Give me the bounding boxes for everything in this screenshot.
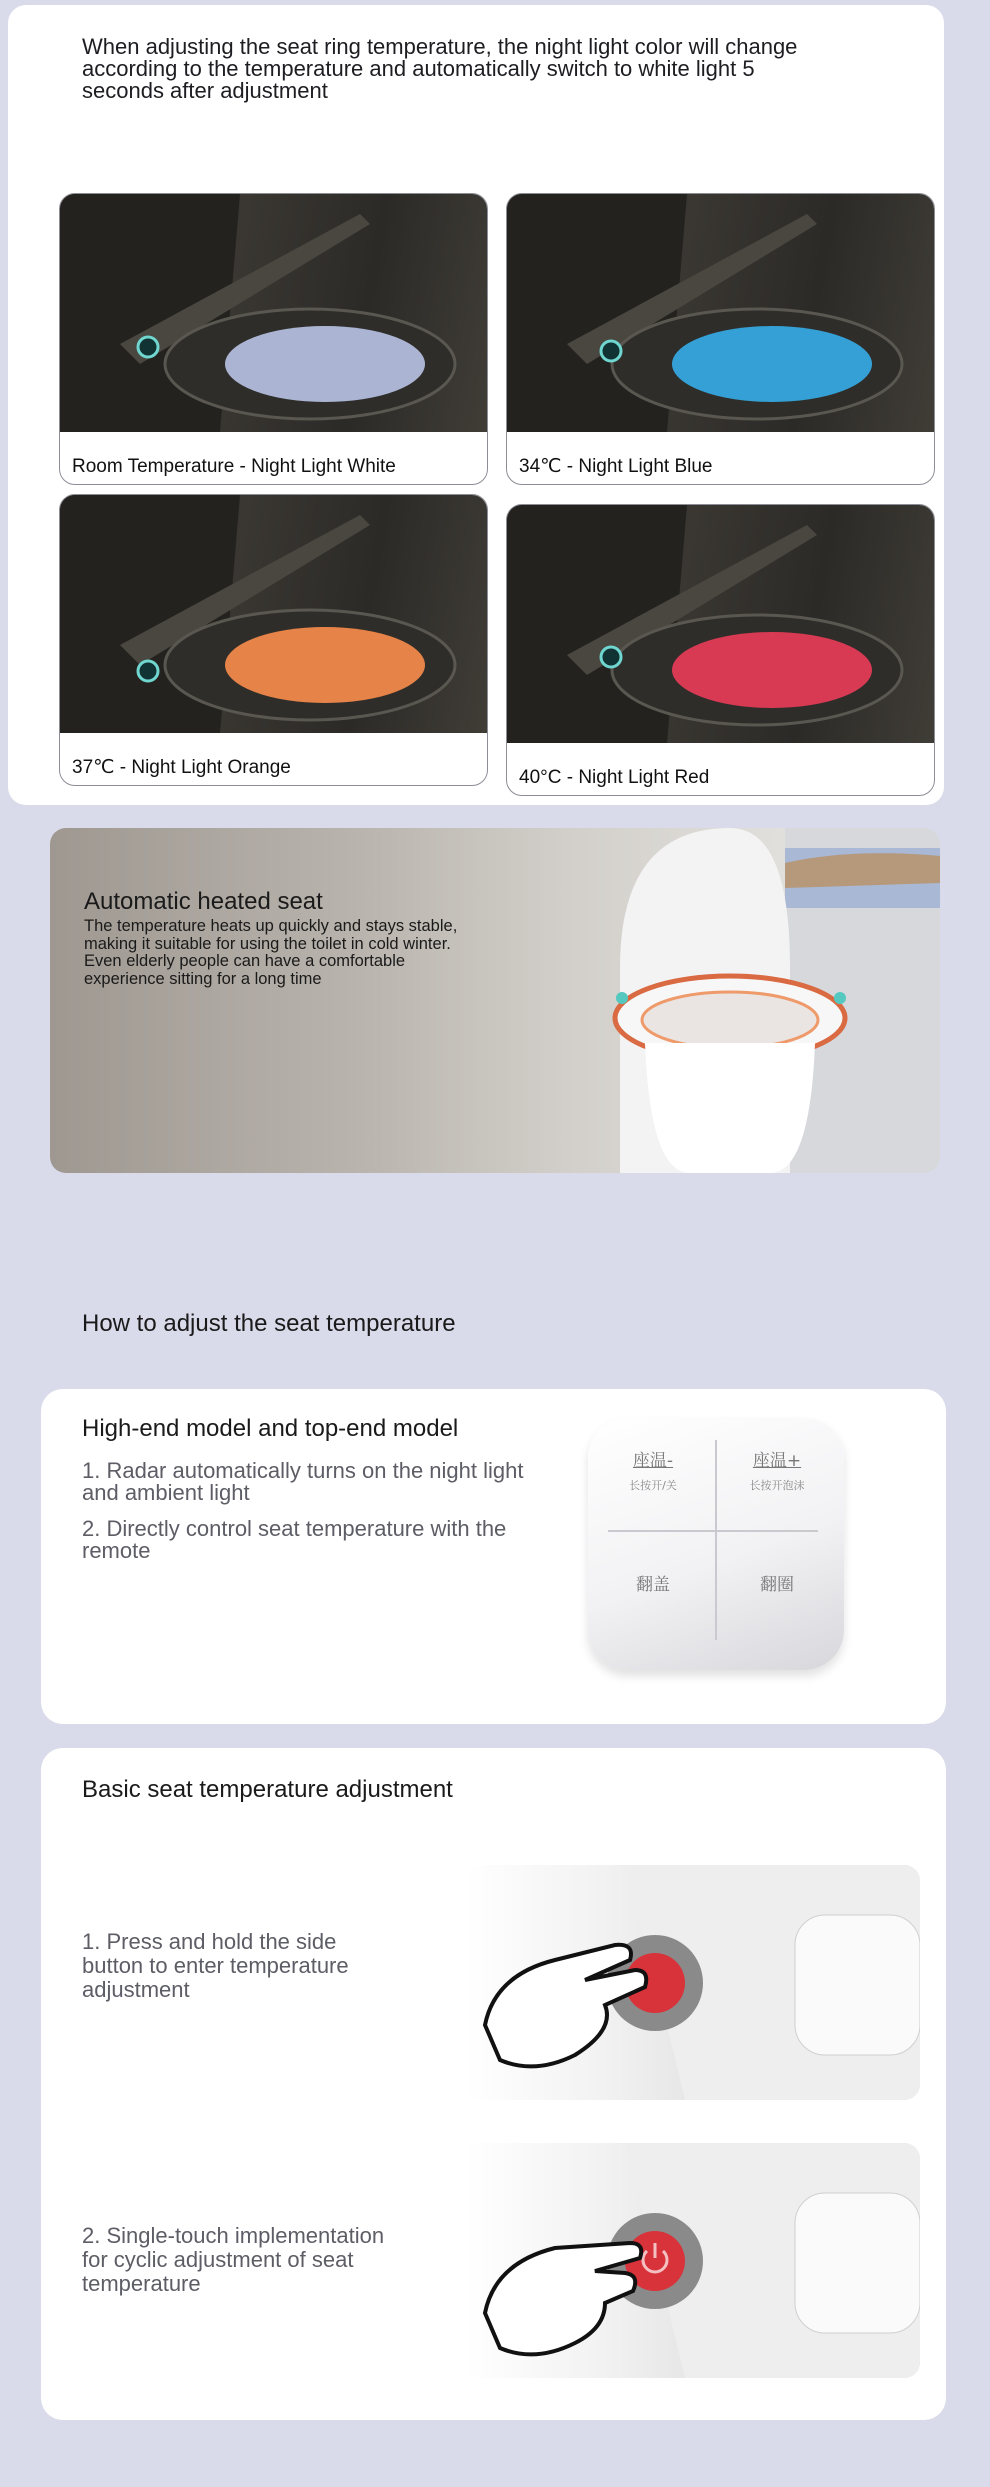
night-light-tile-red <box>506 504 935 796</box>
basic-step-2: 2. Single-touch implementation for cyclic adjustment of seat temperature <box>82 2223 385 2296</box>
seat-temp-minus-sublabel: 长按开/关 <box>629 1479 677 1492</box>
remote-model-title: High-end model and top-end model <box>82 1415 459 1442</box>
toilet-image-blue <box>507 194 934 432</box>
flip-ring-button[interactable] <box>722 1570 832 1595</box>
basic-adjustment-title: Basic seat temperature adjustment <box>82 1776 453 1803</box>
heated-toilet-image <box>50 828 940 1173</box>
flip-cover-button[interactable] <box>598 1570 708 1595</box>
remote-step-1: 1. Radar automatically turns on the night light and ambient light <box>82 1458 524 1505</box>
night-light-title: When adjusting the seat ring temperature, the night light color will change according to the temperature and automatically switch to white light 5 seconds after adjustment <box>82 34 798 103</box>
heated-seat-description: The temperature heats up quickly and stays stable, making it suitable for using the toilet in cold winter. Even elderly people can have a comfortable experience sitting for a long time <box>84 917 458 988</box>
tile-caption-white: Room Temperature - Night Light White <box>72 456 396 477</box>
flip-cover-label: 翻盖 <box>636 1575 670 1595</box>
seat-temp-plus-label: 座温+ <box>752 1451 802 1471</box>
night-light-tile-blue <box>506 193 935 485</box>
heated-seat-banner <box>50 828 940 1173</box>
night-light-tile-white <box>59 193 488 485</box>
seat-temp-minus-label: 座温- <box>632 1451 674 1471</box>
remote-step-2: 2. Directly control seat temperature with the remote <box>82 1516 507 1563</box>
toilet-image-red <box>507 505 934 743</box>
toilet-image-white <box>60 194 487 432</box>
night-light-tile-orange <box>59 494 488 786</box>
press-hold-button-image <box>465 1865 920 2100</box>
tile-caption-red: 40°C - Night Light Red <box>519 767 710 788</box>
section-title-how-to: How to adjust the seat temperature <box>82 1310 456 1337</box>
toilet-image-orange <box>60 495 487 733</box>
heated-seat-title: Automatic heated seat <box>84 888 323 915</box>
flip-ring-label: 翻圈 <box>760 1575 794 1595</box>
tile-caption-orange: 37℃ - Night Light Orange <box>72 757 291 778</box>
seat-temp-minus-button[interactable] <box>598 1446 708 1493</box>
seat-temp-plus-sublabel: 长按开泡沫 <box>749 1479 805 1492</box>
seat-temp-plus-button[interactable] <box>722 1446 832 1493</box>
single-touch-button-image <box>465 2143 920 2378</box>
basic-step-1: 1. Press and hold the side button to enter temperature adjustment <box>82 1929 349 2002</box>
remote-control-image <box>588 1418 844 1670</box>
tile-caption-blue: 34℃ - Night Light Blue <box>519 456 713 477</box>
